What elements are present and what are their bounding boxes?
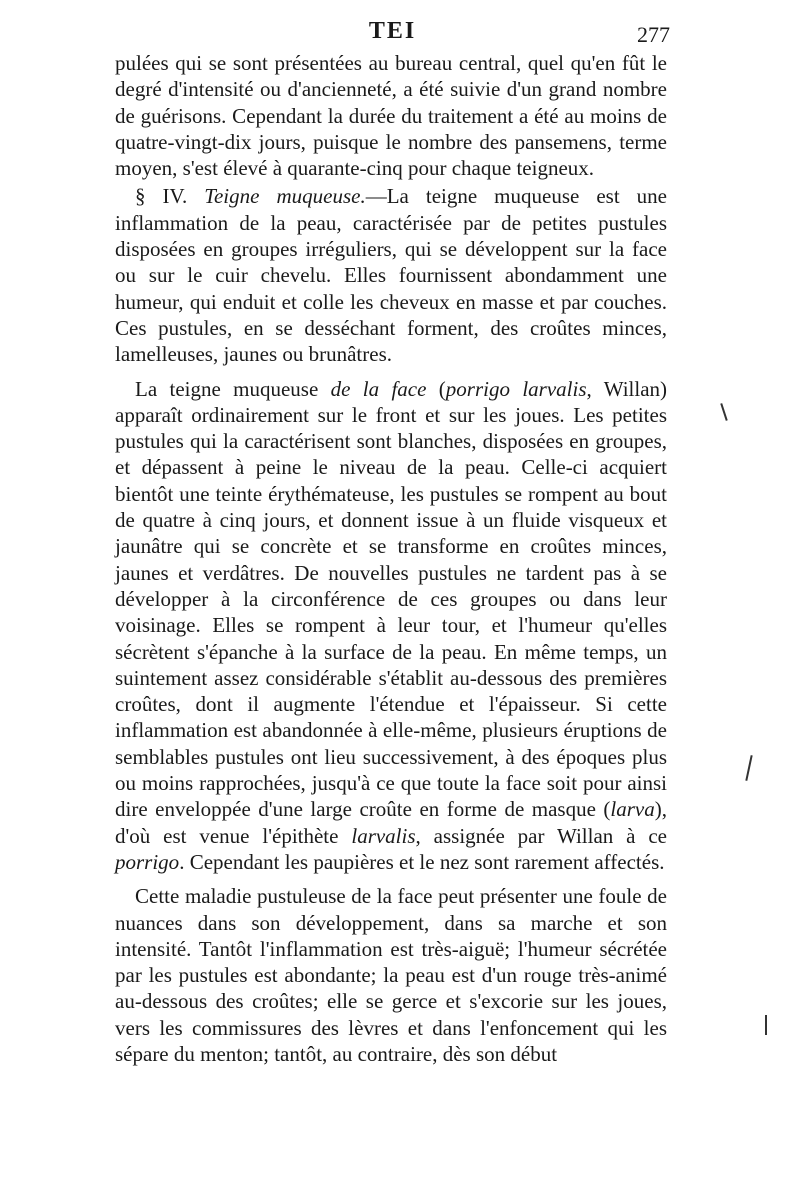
margin-scan-mark: [720, 403, 727, 421]
section-text: —La teigne muqueuse est une inflammation de la peau, caractérisée par de petites pustules disposées en groupes irréguliers, qui se développent sur la face ou sur le cuir chevelu. Elles fournissent abondamment une humeur, qui enduit et colle les cheveux en masse et par couches. Ces pustules, en se desséchant forment, des croûtes minces, lamelleuses, jaunes ou brunâtres.: [115, 184, 667, 367]
p3-part-e: , assignée par Willan à ce: [415, 823, 668, 848]
section-title: Teigne muqueuse.: [204, 184, 366, 209]
paragraph-section-iv: [115, 183, 667, 367]
section-number: § IV.: [135, 184, 188, 209]
paragraph-4: Cette maladie pustuleuse de la face peut présenter une foule de nuances dans son développement, dans sa marche et son intensité. Tantôt l'inflammation est très-aiguë; l'humeur sécrétée par les pustules est abondante; la peau est d'un rouge très-animé au-dessous des croûtes; elle se gerce et s'excorie sur les joues, vers les commissures des lèvres et dans l'enfoncement qui les sépare du menton; tantôt, au contraire, dès son début: [115, 884, 667, 1066]
margin-scan-mark: [745, 755, 752, 781]
margin-scan-mark: [765, 1015, 767, 1035]
p3-part-c: , Willan) apparaît ordinairement sur le front et sur les joues. Les petites pustules qui la caractérisent sont blanches, disposées en groupes, et dépassent à peine le niveau de la peau. Celle-ci acquiert bientôt une teinte érythémateuse, les pustules se rompent au bout de quatre à cinq jours, et donnent issue à un fluide visqueux et jaunâtre qui se concrète et se transforme en croûtes minces, jaunes et verdâtres. De nouvelles pustules ne tardent pas à se développer à la circonférence de ces groupes ou dans leur voisinage. Elles se rompent à leur tour, et l'humeur qu'elles sécrètent s'épanche à la surface de la peau. En même temps, un suintement assez considérable s'établit au-dessous des premières croûtes, dont il augmente l'étendue et l'épaisseur. Si cette inflammation est abandonnée à elle-même, plusieurs éruptions de semblables pustules ont lieu successivement, à des époques plus ou moins rapprochées, jusqu'à ce que toute la face soit pour ainsi dire enveloppée d'une large croûte en forme de masque (: [115, 376, 668, 822]
paragraph-1: pulées qui se sont présentées au bureau central, quel qu'en fût le degré d'intensité ou d'ancienneté, a été suivie d'un grand nombre de guérisons. Cependant la durée du traitement a été au moins de quatre-vingt-dix jours, puisque le nombre des pansemens, terme moyen, s'est élevé à quarante-cinq pour chaque teigneux.: [115, 51, 667, 181]
page-header: [115, 18, 670, 52]
p3-part-f: . Cependant les paupières et le nez sont rarement affectés.: [179, 849, 665, 874]
page-number: 277: [637, 22, 670, 47]
p3-italic-2: porrigo larvalis: [445, 376, 587, 401]
p3-part-b: (: [426, 376, 446, 401]
p3-italic-4: larvalis: [351, 823, 416, 848]
paragraph-porrigo-larvalis: [115, 376, 667, 876]
p3-part-d: ), d'où est venue l'épithète: [115, 797, 667, 848]
p3-part-a: La teigne muqueuse: [135, 376, 331, 401]
p3-italic-5: porrigo: [115, 849, 180, 874]
p3-italic-3: larva: [610, 797, 655, 822]
running-head: TEI: [368, 18, 417, 44]
page-body: [115, 50, 667, 1067]
p3-italic-1: de la face: [330, 376, 427, 401]
